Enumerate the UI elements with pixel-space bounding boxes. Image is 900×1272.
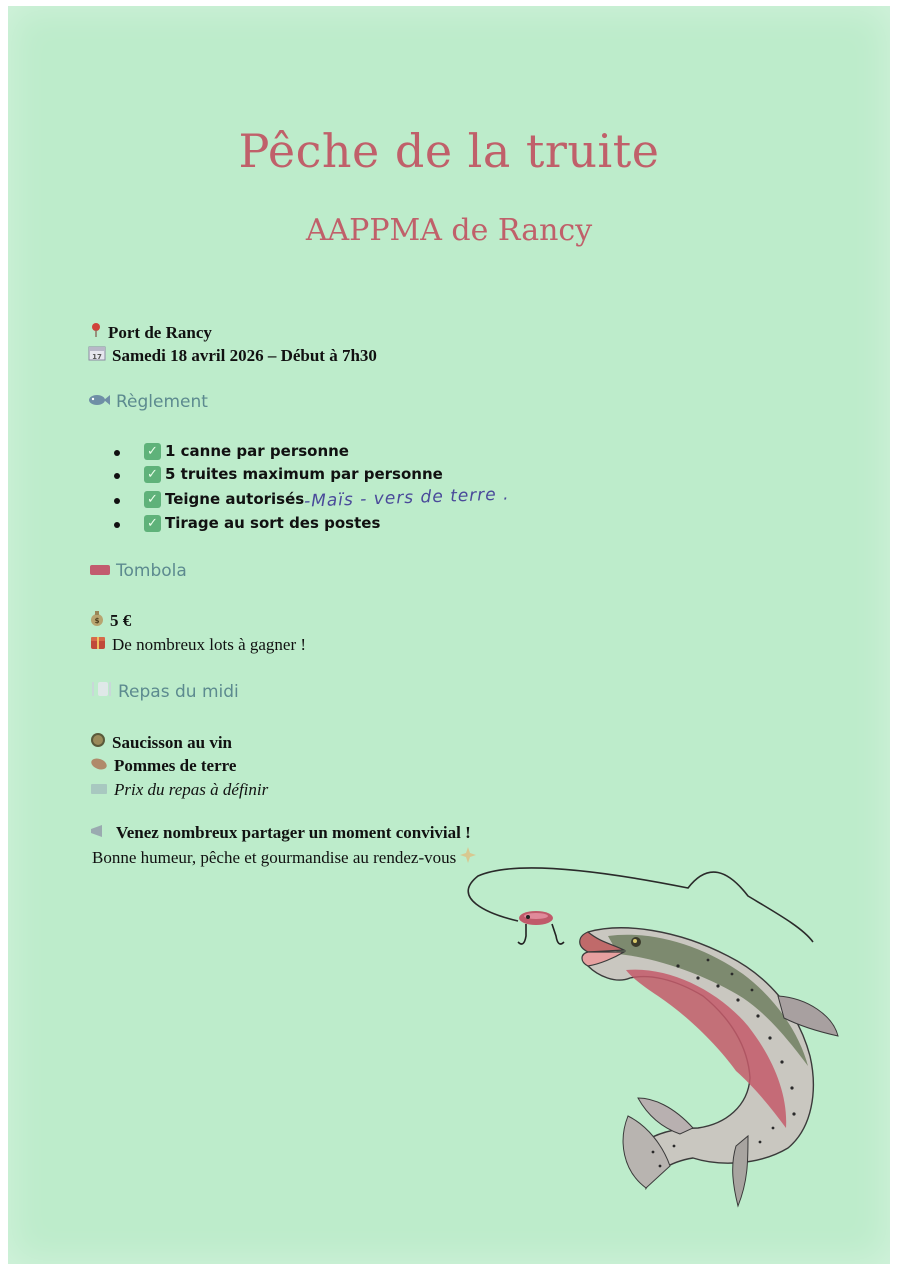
checkmark-icon: ✓ [144, 515, 161, 532]
list-item [144, 442, 349, 460]
sausage-icon [90, 732, 106, 753]
potato-icon [90, 756, 108, 776]
reglement-heading [88, 392, 208, 412]
tombola-heading-text: Tombola [116, 561, 187, 581]
list-item [144, 514, 380, 532]
tombola-heading [90, 561, 187, 581]
location-text: Port de Rancy [108, 322, 212, 342]
bullet-dot [114, 522, 120, 528]
page-subtitle: AAPPMA de Rancy [305, 213, 593, 248]
fish-icon [88, 392, 110, 412]
handwritten-note: -Maïs - vers de terre . [303, 484, 510, 512]
tagline-text: Bonne humeur, pêche et gourmandise au rendez-vous [92, 847, 457, 867]
tombola-price: 5 € [110, 610, 132, 630]
bullet-dot [114, 498, 120, 504]
checkmark-icon: ✓ [144, 443, 161, 460]
tombola-prizes: De nombreux lots à gagner ! [112, 634, 307, 654]
lure-icon [518, 911, 564, 944]
repas-item: Saucisson au vin [112, 732, 232, 752]
ticket-icon [90, 561, 110, 581]
repas-price-line [90, 780, 268, 800]
pin-icon [90, 322, 102, 343]
money-bag-icon [90, 610, 104, 631]
location-line [90, 322, 212, 343]
bullet-dot [114, 450, 120, 456]
gift-icon [90, 634, 106, 655]
flyer-sheet [8, 6, 890, 1264]
cutlery-icon [90, 681, 112, 702]
repas-item: Pommes de terre [114, 756, 237, 775]
tombola-price-line [90, 610, 131, 631]
reglement-heading-text: Règlement [116, 392, 208, 412]
calendar-icon [88, 345, 106, 366]
checkmark-icon: ✓ [144, 466, 161, 483]
svg-text:17: 17 [92, 353, 102, 361]
date-text: Samedi 18 avril 2026 – Début à 7h30 [112, 345, 377, 365]
price-tag-icon [90, 780, 108, 800]
sparkle-icon [460, 847, 476, 868]
rule-text: 5 truites maximum par personne [165, 465, 443, 483]
list-item [144, 465, 443, 483]
date-line [88, 345, 377, 366]
tombola-prizes-line [90, 634, 306, 655]
repas-price-note: Prix du repas à définir [114, 780, 269, 799]
rule-text: 1 canne par personne [165, 442, 349, 460]
svg-text:$: $ [94, 617, 100, 625]
checkmark-icon: ✓ [144, 491, 161, 508]
repas-item-line [90, 732, 232, 753]
rule-text: Tirage au sort des postes [165, 514, 381, 532]
repas-heading-text: Repas du midi [118, 681, 239, 702]
tagline-line [92, 847, 482, 868]
list-item [144, 490, 304, 508]
repas-item-line [90, 756, 236, 776]
megaphone-icon [90, 823, 110, 843]
rule-text: Teigne autorisés [165, 490, 305, 508]
invite-line [90, 823, 471, 843]
bullet-dot [114, 473, 120, 479]
page-title: Pêche de la truite [238, 124, 660, 178]
trout-icon [580, 928, 838, 1206]
trout-illustration [448, 866, 848, 1226]
invite-text: Venez nombreux partager un moment convivial ! [116, 823, 471, 842]
repas-heading [90, 681, 239, 702]
